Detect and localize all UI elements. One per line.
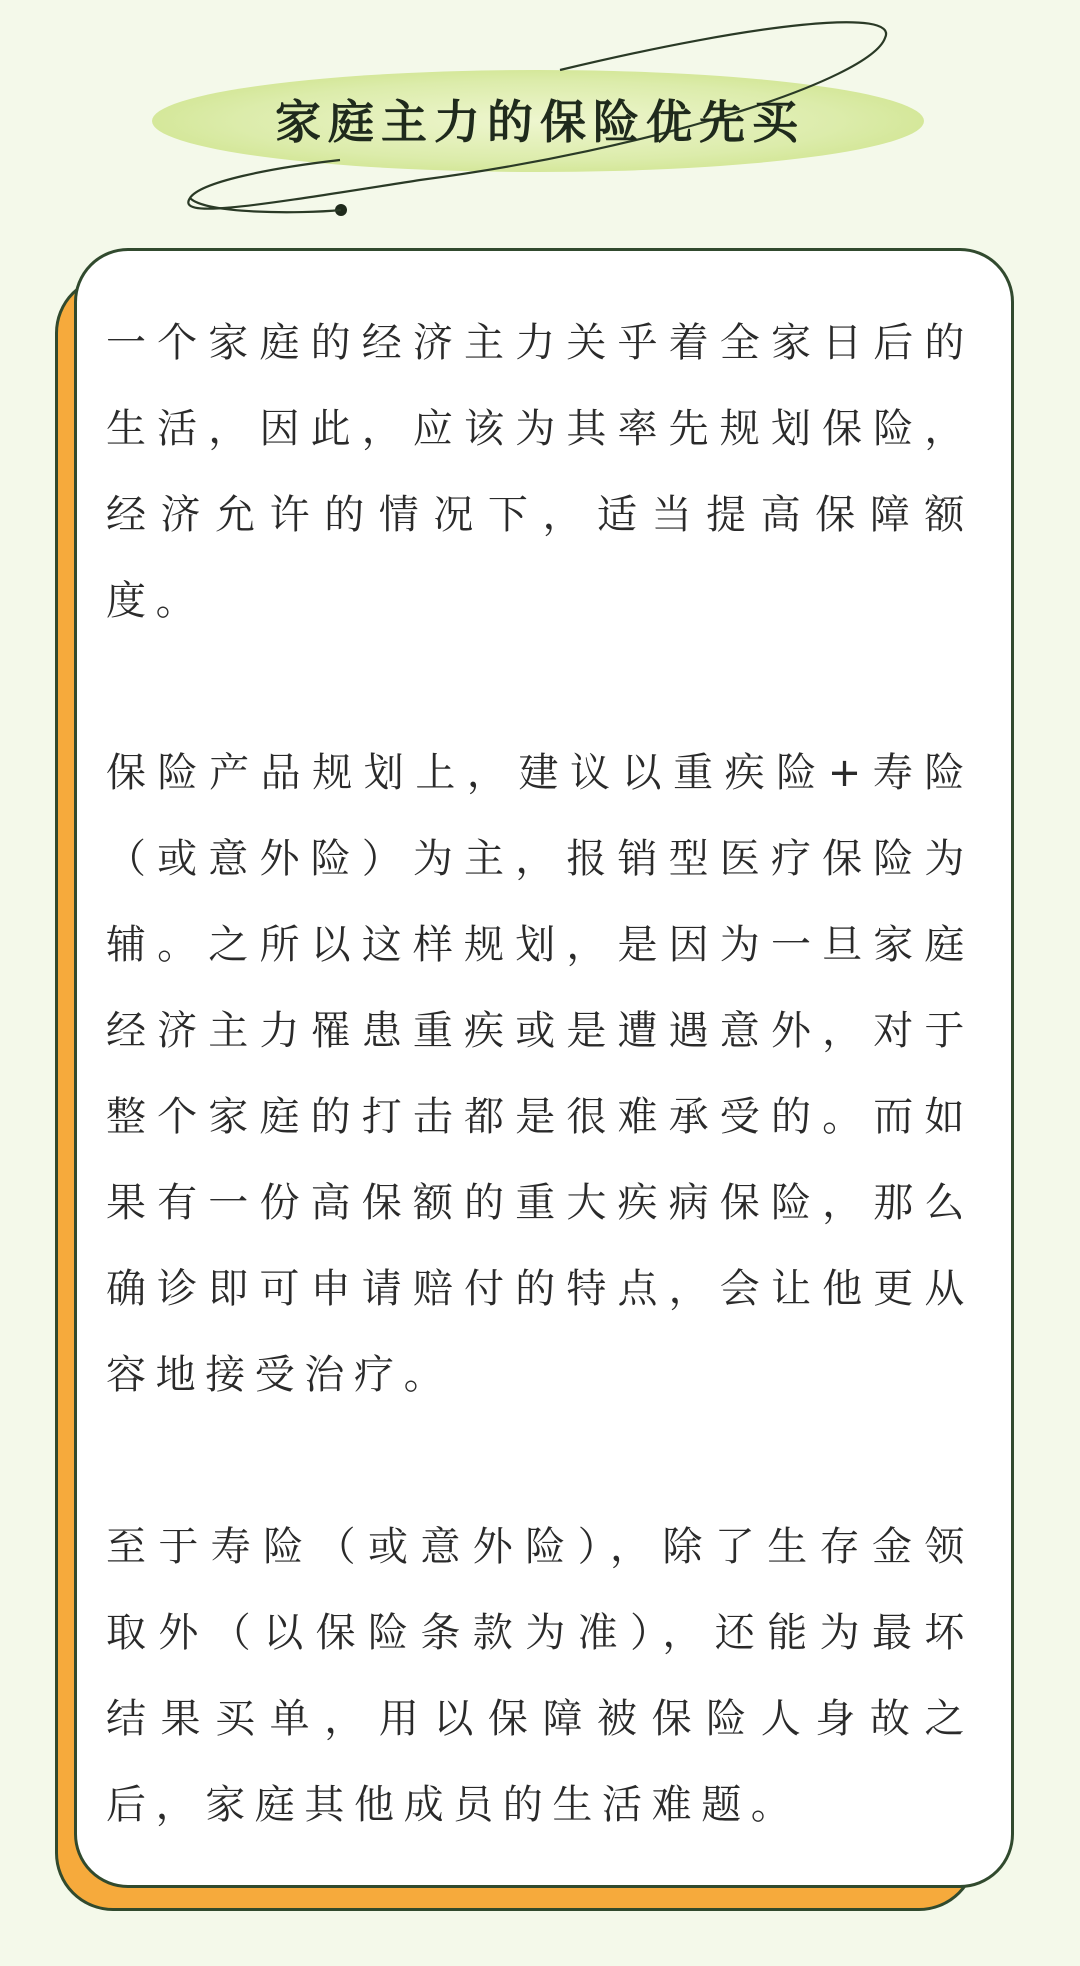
paragraph-2: 保险产品规划上，建议以重疾险+寿险（或意外险）为主，报销型医疗保险为辅。之所以这样规划，是因为一旦家庭经济主力罹患重疾或是遭遇意外，对于整个家庭的打击都是很难承受的。而如果有一份高保额的重大疾病保险，那么确诊即可申请赔付的特点，会让他更从容地接受治疗。: [106, 750, 974, 1398]
paragraph-3: 至于寿险（或意外险），除了生存金领取外（以保险条款为准），还能为最坏结果买单，用以保障被保险人身故之后，家庭其他成员的生活难题。: [106, 1524, 974, 1828]
article-body: [106, 300, 974, 1848]
page-title: 家庭主力的保险优先买: [275, 95, 805, 149]
paragraph-1: 一个家庭的经济主力关乎着全家日后的生活，因此，应该为其率先规划保险，经济允许的情况下，适当提高保障额度。: [106, 320, 974, 624]
